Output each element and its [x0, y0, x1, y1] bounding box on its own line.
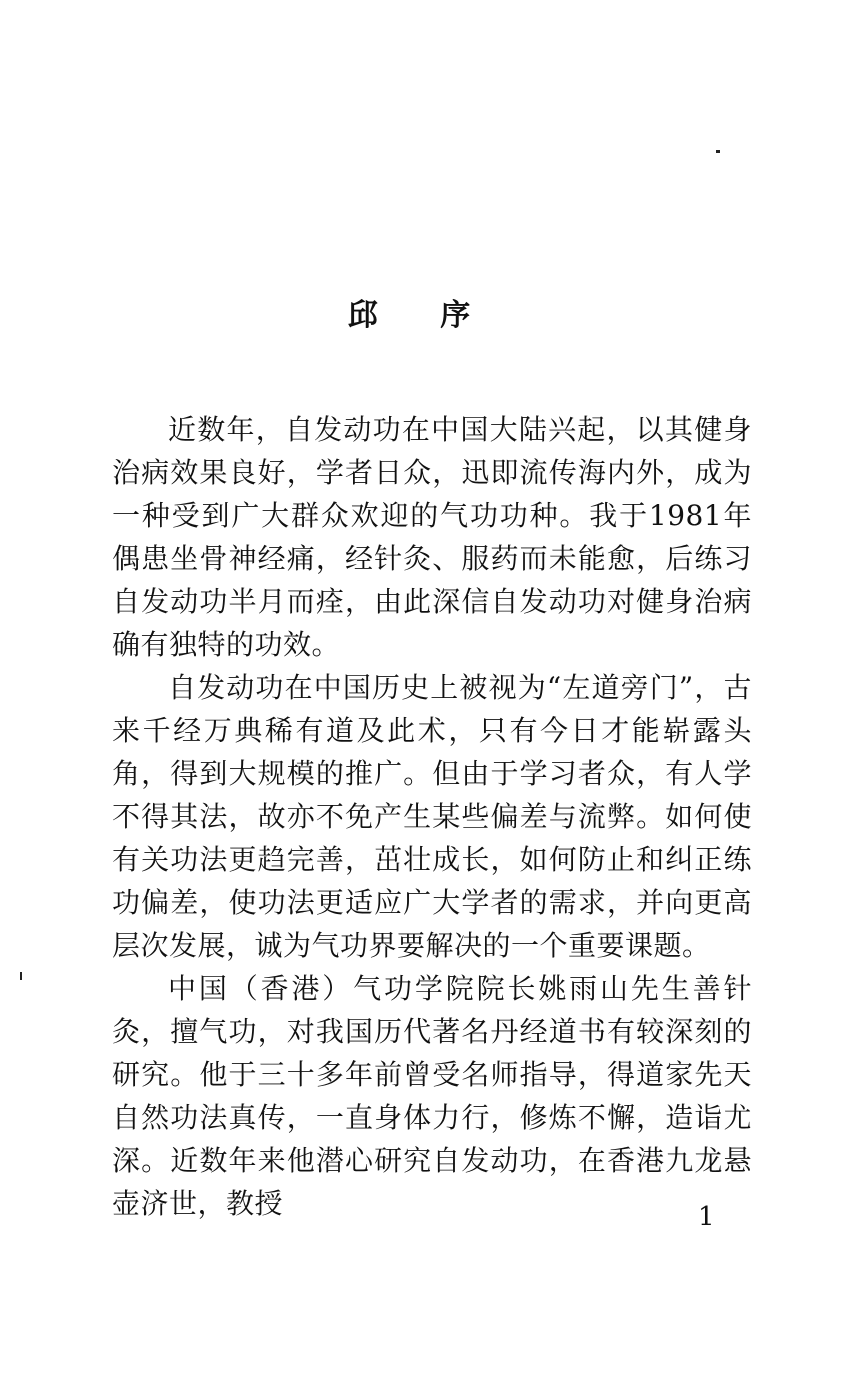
paragraph: 中国（香港）气功学院院长姚雨山先生善针灸，擅气功，对我国历代著名丹经道书有较深刻的研究。他于三十多年前曾受名师指导，得道家先天自然功法真传，一直身体力行，修炼不懈，造诣尤深。近数年来他潜心研究自发动功，在香港九龙悬壶济世，教授: [112, 972, 752, 1220]
paragraph: 自发动功在中国历史上被视为“左道旁门”，古来千经万典稀有道及此术，只有今日才能崭露头角，得到大规模的推广。但由于学习者众，有人学不得其法，故亦不免产生某些偏差与流弊。如何使有关功法更趋完善，茁壮成长，如何防止和纠正练功偏差，使功法更适应广大学者的需求，并向更高层次发展，诚为气功界要解决的一个重要课题。: [112, 671, 752, 962]
scan-speck: [20, 972, 22, 980]
body-text: [112, 408, 752, 1225]
scan-speck: [716, 150, 720, 153]
page-title: 邱 序: [347, 298, 497, 333]
paragraph: 近数年，自发动功在中国大陆兴起，以其健身治病效果良好，学者日众，迅即流传海内外，成为一种受到广大群众欢迎的气功功种。我于1981年偶患坐骨神经痛，经针灸、服药而未能愈，后练习自发动功半月而痊，由此深信自发动功对健身治病确有独特的功效。: [112, 413, 752, 661]
page-number: 1: [698, 1202, 715, 1232]
